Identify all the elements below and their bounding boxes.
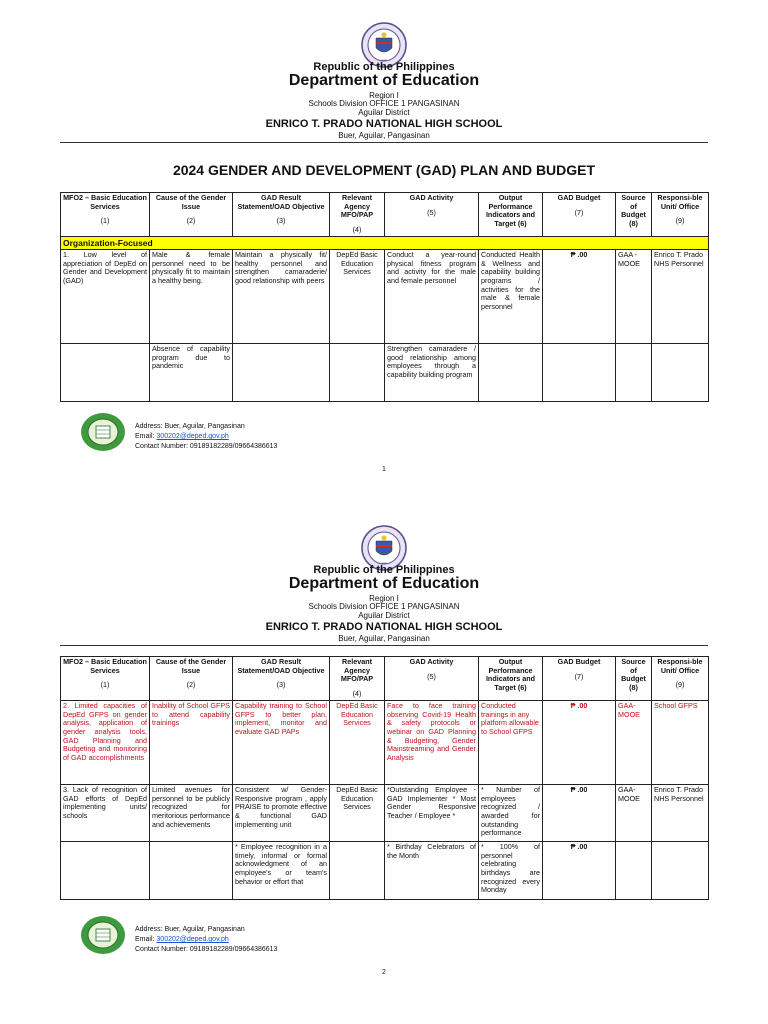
- footer-address: Address: Buer, Aguilar, Pangasinan: [135, 423, 245, 430]
- school-address: Buer, Aguilar, Pangasinan: [338, 131, 430, 140]
- table-cell: DepEd Basic Education Services: [330, 785, 385, 842]
- table-cell: [150, 842, 233, 900]
- table-cell: * Number of employees recognized / awarded for outstanding performance: [479, 785, 543, 842]
- school-name: ENRICO T. PRADO NATIONAL HIGH SCHOOL: [265, 621, 503, 633]
- table-cell: [479, 344, 543, 402]
- school-seal-icon: [80, 412, 126, 452]
- table-header-row: [61, 657, 709, 701]
- table-cell: Enrico T. Prado NHS Personnel: [652, 785, 709, 842]
- table-cell: Capability training to School GFPS to better plan, implement, monitor and evaluate GAD PAPs: [233, 701, 330, 785]
- table-cell: Enrico T. Prado NHS Personnel: [652, 250, 709, 344]
- budget-cell: ₱ .00: [543, 785, 616, 842]
- gad-plan-table: [60, 656, 709, 900]
- col-header: GAD Result Statement/OAD Objective (3): [233, 193, 330, 237]
- table-cell: School GFPS: [652, 701, 709, 785]
- table-cell: [330, 842, 385, 900]
- col-header: Output Performance Indicators and Target (6): [479, 657, 543, 701]
- table-row: [61, 842, 709, 900]
- col-header: GAD Budget (7): [543, 193, 616, 237]
- table-cell: * Birthday Celebrators of the Month: [385, 842, 479, 900]
- table-cell: [543, 344, 616, 402]
- department-title: Department of Education: [288, 575, 480, 592]
- svg-text:●●●: ●●●: [381, 58, 387, 62]
- region-line: Region I: [369, 91, 399, 100]
- col-header: Responsi-ble Unit/ Office (9): [652, 193, 709, 237]
- footer-contact: [135, 925, 277, 955]
- col-header: MFO2 – Basic Education Services (1): [61, 657, 150, 701]
- document-page-2: [0, 503, 768, 1015]
- table-cell: GAA - MOOE: [616, 250, 652, 344]
- table-cell: [330, 344, 385, 402]
- header-rule: [60, 645, 708, 646]
- table-cell: * 100% of personnel celebrating birthdays are recognized every Monday: [479, 842, 543, 900]
- col-header: MFO2 – Basic Education Services (1): [61, 193, 150, 237]
- table-cell: * Employee recognition in a timely, informal or formal acknowledgment of an employee's or team's behavior or effort that: [233, 842, 330, 900]
- table-cell: GAA-MOOE: [616, 785, 652, 842]
- table-cell: [61, 344, 150, 402]
- table-cell: [616, 842, 652, 900]
- col-header: Responsi-ble Unit/ Office (9): [652, 657, 709, 701]
- table-row: [61, 250, 709, 344]
- table-row: [61, 701, 709, 785]
- section-row: [61, 237, 709, 250]
- document-title: 2024 GENDER AND DEVELOPMENT (GAD) PLAN AND BUDGET: [172, 162, 596, 178]
- table-cell: 3. Lack of recognition of GAD efforts of DepEd implementing units/ schools: [61, 785, 150, 842]
- table-cell: Conduct a year-round physical fitness program and activity for the male and female personnel: [385, 250, 479, 344]
- section-label: Organization-Focused: [61, 237, 709, 250]
- budget-cell: ₱ .00: [543, 842, 616, 900]
- page-number: 2: [382, 969, 386, 976]
- budget-cell: ₱ .00: [543, 701, 616, 785]
- email-link[interactable]: 300202@deped.gov.ph: [156, 936, 229, 943]
- gad-plan-table: [60, 192, 709, 402]
- table-cell: Conducted trainings in any platform allowable to School GFPS: [479, 701, 543, 785]
- table-cell: Maintain a physically fit/ healthy personnel and strengthen camaraderie/ good relationship with peers: [233, 250, 330, 344]
- table-cell: Male & female personnel need to be physically fit to maintain a healthy being.: [150, 250, 233, 344]
- footer-address: Address: Buer, Aguilar, Pangasinan: [135, 926, 245, 933]
- region-line: Region I: [369, 594, 399, 603]
- table-cell: Conducted Health & Wellness and capability building programs / activities for the male & female personnel: [479, 250, 543, 344]
- page-number: 1: [382, 466, 386, 473]
- table-cell: Strengthen camaradere / good relationship among employees through a capability building program: [385, 344, 479, 402]
- header-rule: [60, 142, 708, 143]
- col-header: GAD Result Statement/OAD Objective (3): [233, 657, 330, 701]
- table-cell: [652, 344, 709, 402]
- col-header: Cause of the Gender Issue (2): [150, 657, 233, 701]
- district-line: Aguilar District: [358, 611, 410, 620]
- table-cell: Absence of capability program due to pandemic: [150, 344, 233, 402]
- col-header: Output Performance Indicators and Target (6): [479, 193, 543, 237]
- division-line: Schools Division OFFICE 1 PANGASINAN: [308, 99, 460, 108]
- division-line: Schools Division OFFICE 1 PANGASINAN: [308, 602, 460, 611]
- republic-line: Republic of the Philippines: [313, 564, 455, 576]
- email-label: Email:: [135, 433, 157, 440]
- table-header-row: [61, 193, 709, 237]
- footer-email-line: [135, 935, 277, 945]
- table-cell: Inability of School GFPS to attend capability trainings: [150, 701, 233, 785]
- republic-line: Republic of the Philippines: [313, 61, 455, 73]
- school-name: ENRICO T. PRADO NATIONAL HIGH SCHOOL: [265, 118, 503, 130]
- col-header: GAD Activity (5): [385, 657, 479, 701]
- table-cell: [233, 344, 330, 402]
- footer-contact: [135, 422, 277, 452]
- col-header: Source of Budget (8): [616, 657, 652, 701]
- col-header: Source of Budget (8): [616, 193, 652, 237]
- col-header: Cause of the Gender Issue (2): [150, 193, 233, 237]
- department-title: Department of Education: [288, 72, 480, 89]
- table-cell: 2. Limited capacities of DepEd GFPS on gender analysis, application of gender analysis tools, GAD Planning and Budgeting and monitoring of GAD accomplishments: [61, 701, 150, 785]
- school-seal-icon: [80, 915, 126, 955]
- col-header: Relevant Agency MFO/PAP (4): [330, 657, 385, 701]
- col-header: GAD Budget (7): [543, 657, 616, 701]
- school-address: Buer, Aguilar, Pangasinan: [338, 634, 430, 643]
- table-cell: Limited avenues for personnel to be publicly recognized for meritorious performance and achievements: [150, 785, 233, 842]
- col-header: Relevant Agency MFO/PAP (4): [330, 193, 385, 237]
- table-cell: [61, 842, 150, 900]
- table-cell: [652, 842, 709, 900]
- budget-cell: ₱ .00: [543, 250, 616, 344]
- table-row: [61, 344, 709, 402]
- svg-text:●●●: ●●●: [381, 561, 387, 565]
- email-label: Email:: [135, 936, 157, 943]
- district-line: Aguilar District: [358, 108, 410, 117]
- footer-contact-number: Contact Number: 09189182289/09664386613: [135, 443, 278, 450]
- footer-contact-number: Contact Number: 09189182289/09664386613: [135, 946, 278, 953]
- table-cell: DepEd Basic Education Services: [330, 250, 385, 344]
- table-row: [61, 785, 709, 842]
- table-cell: *Outstanding Employee - GAD Implementer * Most Gender Responsive Teacher / Employee *: [385, 785, 479, 842]
- table-cell: Face to face training observing Covid-19 Health & safety protocols or webinar on GAD Planning & Budgeting, Gender Mainstreaming and Gender Analysis: [385, 701, 479, 785]
- table-cell: Consistent w/ Gender-Responsive program , apply PRAISE to promote effective & functional GAD implementing unit: [233, 785, 330, 842]
- footer-email-line: [135, 432, 277, 442]
- email-link[interactable]: 300202@deped.gov.ph: [156, 433, 229, 440]
- table-cell: DepEd Basic Education Services: [330, 701, 385, 785]
- table-cell: [616, 344, 652, 402]
- table-cell: 1. Low level of appreciation of DepEd on Gender and Development (GAD): [61, 250, 150, 344]
- col-header: GAD Activity (5): [385, 193, 479, 237]
- table-cell: GAA-MOOE: [616, 701, 652, 785]
